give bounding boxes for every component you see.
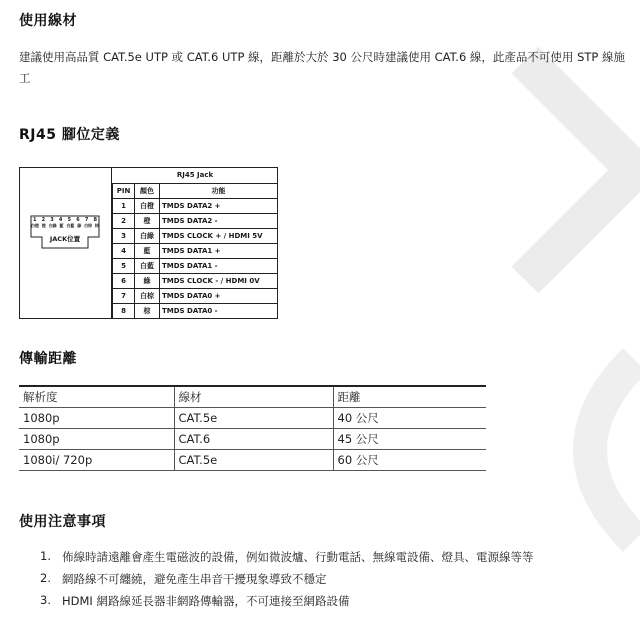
rj45-function-cell: TMDS DATA0 +: [160, 288, 278, 303]
rj45-row: [113, 243, 278, 258]
rj45-row: [113, 213, 278, 228]
rj45-color-cell: 白棕: [135, 288, 160, 303]
distance-header-resolution: 解析度: [19, 386, 174, 407]
rj45-row: [113, 273, 278, 288]
note-number: 3.: [40, 593, 51, 607]
distance-value-cell: 40 公尺: [333, 407, 486, 428]
note-text: 佈線時請遠離會產生電磁波的設備，例如微波爐、行動電話、無線電設備、燈具、電源線等等: [62, 550, 534, 564]
jack-label: JACK位置: [49, 235, 81, 243]
rj45-header-color: 顏色: [135, 183, 160, 198]
jack-pin-colors: [31, 223, 99, 229]
rj45-row: [113, 228, 278, 243]
note-number: 1.: [40, 549, 51, 563]
rj45-function-cell: TMDS CLOCK - / HDMI 0V: [160, 273, 278, 288]
jack-pin-color: 白棕: [84, 223, 93, 228]
section-title-notes: 使用注意事項: [19, 514, 106, 530]
jack-pin-color: 藍: [59, 223, 64, 228]
jack-pin-number: 8: [93, 217, 97, 223]
section-title-distance: 傳輸距離: [19, 351, 77, 367]
note-item: [40, 593, 534, 615]
rj45-row: [113, 288, 278, 303]
rj45-pin-cell: 7: [113, 288, 135, 303]
rj45-color-cell: 棕: [135, 303, 160, 318]
distance-resolution-cell: 1080i/ 720p: [19, 449, 174, 470]
rj45-color-cell: 白橙: [135, 198, 160, 213]
note-text: 網路線不可纏繞，避免產生串音干擾現象導致不穩定: [62, 572, 327, 586]
section-title-cable: 使用線材: [19, 13, 77, 29]
jack-illustration: [20, 168, 112, 318]
jack-pin-color: 棕: [94, 223, 99, 228]
rj45-function-cell: TMDS DATA2 -: [160, 213, 278, 228]
rj45-table-title: RJ45 Jack: [113, 168, 278, 183]
rj45-pin-cell: 4: [113, 243, 135, 258]
distance-header-cable: 線材: [174, 386, 333, 407]
note-item: [40, 571, 534, 593]
notes-list: [40, 549, 534, 615]
rj45-function-cell: TMDS CLOCK + / HDMI 5V: [160, 228, 278, 243]
rj45-function-cell: TMDS DATA2 +: [160, 198, 278, 213]
rj45-pin-cell: 3: [113, 228, 135, 243]
rj45-color-cell: 藍: [135, 243, 160, 258]
rj45-header-function: 功能: [160, 183, 278, 198]
jack-pin-number: 5: [67, 217, 72, 223]
rj45-pin-cell: 1: [113, 198, 135, 213]
distance-row: [19, 407, 486, 428]
rj45-pin-table: [112, 168, 278, 319]
rj45-pin-cell: 2: [113, 213, 135, 228]
jack-pin-number: 7: [84, 217, 89, 223]
rj45-function-cell: TMDS DATA1 +: [160, 243, 278, 258]
distance-cable-cell: CAT.6: [174, 428, 333, 449]
rj45-row: [113, 303, 278, 318]
note-number: 2.: [40, 571, 51, 585]
jack-pin-color: 白橙: [31, 223, 39, 228]
rj45-pin-cell: 5: [113, 258, 135, 273]
rj45-pin-cell: 8: [113, 303, 135, 318]
rj45-row: [113, 258, 278, 273]
rj45-function-cell: TMDS DATA0 -: [160, 303, 278, 318]
jack-pin-color: 白綠: [48, 223, 57, 228]
jack-graphic: [30, 215, 100, 249]
distance-cable-cell: CAT.5e: [174, 449, 333, 470]
section-title-rj45: RJ45 腳位定義: [19, 127, 120, 143]
rj45-header-pin: PIN: [113, 183, 135, 198]
jack-pin-number: 1: [33, 217, 37, 223]
note-item: [40, 549, 534, 571]
distance-table: [19, 385, 486, 471]
rj45-color-cell: 綠: [135, 273, 160, 288]
cable-recommendation-text: 建議使用高品質 CAT.5e UTP 或 CAT.6 UTP 線，距離於大於 30 公尺時建議使用 CAT.6 線，此產品不可使用 STP 線施工: [19, 50, 625, 85]
rj45-color-cell: 白藍: [135, 258, 160, 273]
rj45-color-cell: 橙: [135, 213, 160, 228]
rj45-color-cell: 白綠: [135, 228, 160, 243]
rj45-diagram: [19, 167, 278, 319]
distance-value-cell: 60 公尺: [333, 449, 486, 470]
rj45-pin-cell: 6: [113, 273, 135, 288]
distance-cable-cell: CAT.5e: [174, 407, 333, 428]
note-text: HDMI 網路線延長器非網路傳輸器，不可連接至網路設備: [62, 594, 350, 608]
distance-value-cell: 45 公尺: [333, 428, 486, 449]
jack-pin-number: 6: [76, 217, 80, 223]
distance-row: [19, 428, 486, 449]
jack-pin-color: 綠: [77, 223, 82, 228]
jack-pin-color: 白藍: [66, 223, 75, 228]
distance-header-distance: 距離: [333, 386, 486, 407]
distance-resolution-cell: 1080p: [19, 428, 174, 449]
rj45-row: [113, 198, 278, 213]
jack-pin-number: 2: [41, 217, 46, 223]
distance-resolution-cell: 1080p: [19, 407, 174, 428]
distance-row: [19, 449, 486, 470]
jack-pin-color: 橙: [41, 223, 46, 228]
jack-pin-number: 3: [50, 217, 54, 223]
jack-pin-number: 4: [58, 217, 63, 223]
rj45-function-cell: TMDS DATA1 -: [160, 258, 278, 273]
